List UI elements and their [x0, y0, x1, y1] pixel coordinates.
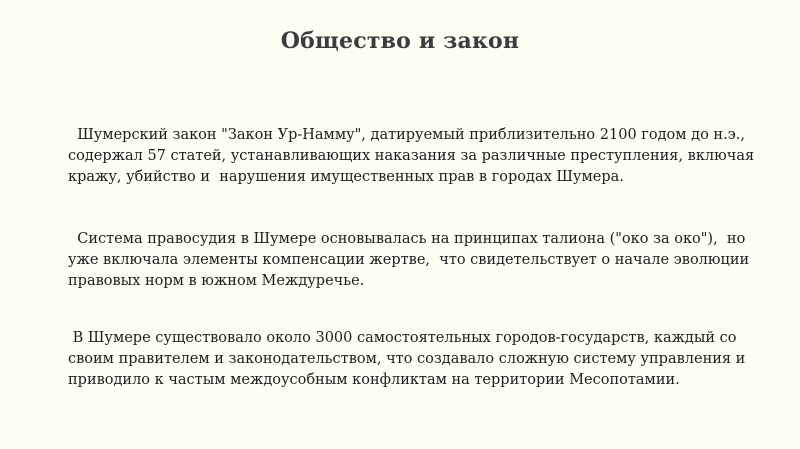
paragraph-city-states: В Шумере существовало около 3000 самостоятельных городов-государств, каждый со своим правителем и законодательством, что создавало сложную систему управления и приводило к частым междоусобным конфликтам на территории Месопотамии.: [68, 330, 750, 388]
slide-title: Общество и закон: [280, 28, 520, 54]
paragraph-ur-nammu-law: Шумерский закон "Закон Ур-Намму", датируемый приблизительно 2100 годом до н.э., содержал 57 статей, устанавливающих наказания за различные преступления, включая кражу, убийство и нарушения имущественных прав в городах Шумера.: [68, 127, 759, 185]
paragraph-justice-system: Система правосудия в Шумере основывалась на принципах талиона ("око за око"), но уже включала элементы компенсации жертве, что свидетельствует о начале эволюции правовых норм в южном Междуречье.: [68, 231, 754, 289]
